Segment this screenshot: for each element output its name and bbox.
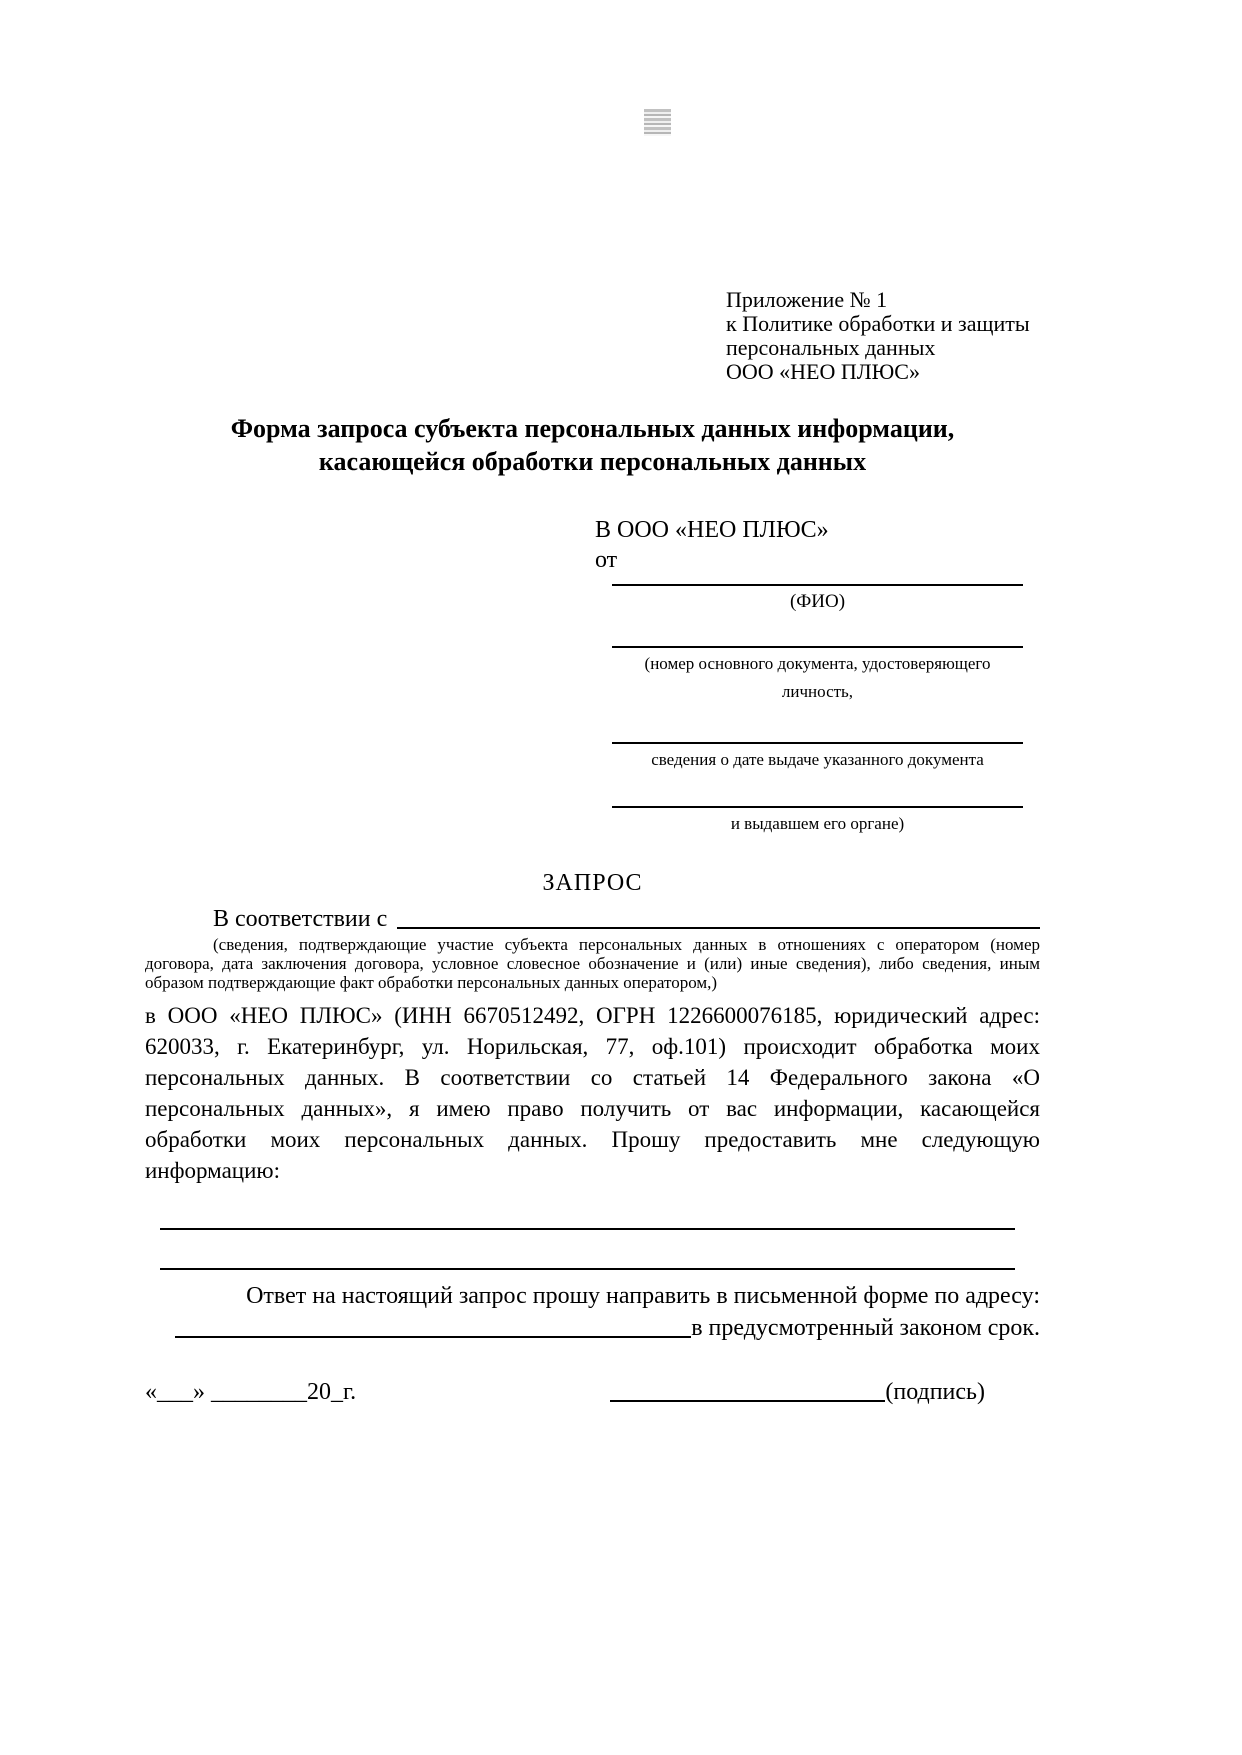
- field-fio: [612, 574, 1023, 616]
- info-blank-line-2: [160, 1268, 1015, 1270]
- field-issuing-authority: [612, 796, 1023, 838]
- document-title-line-2: касающейся обработки персональных данных: [318, 447, 867, 476]
- fio-blank-line: [612, 574, 1023, 586]
- document-number-blank-line: [612, 636, 1023, 648]
- appendix-line-1: Приложение № 1: [726, 287, 888, 312]
- field-issue-date: [612, 732, 1023, 774]
- request-intro-row: [145, 905, 1040, 933]
- intro-footnote: (сведения, подтверждающие участие субъекта персональных данных в отношениях с оператором (номер договора, дата заключения договора, условное словесное обозначение и (или) иные сведения), либо сведения, иным образом подтверждающие факт обработки персональных данных оператором,): [145, 935, 1040, 992]
- addressee-to: В ООО «НЕО ПЛЮС»: [595, 517, 829, 543]
- appendix-line-3: персональных данных: [726, 335, 936, 360]
- address-blank-line: [175, 1314, 691, 1338]
- intro-blank-line: [397, 905, 1040, 929]
- logo-image: [644, 109, 671, 136]
- document-content: [0, 288, 1242, 1406]
- document-title: [145, 412, 1040, 478]
- document-number-caption: (номер основного документа, удостоверяющего личность,: [644, 654, 991, 701]
- addressee-block: [595, 516, 1023, 838]
- appendix-block: [726, 288, 1040, 384]
- appendix-line-4: ООО «НЕО ПЛЮС»: [726, 359, 920, 384]
- field-document-number: [612, 636, 1023, 706]
- document-title-line-1: Форма запроса субъекта персональных данных информации,: [230, 414, 955, 443]
- info-blank-line-1: [160, 1228, 1015, 1230]
- issue-date-caption: сведения о дате выдаче указанного документа: [651, 750, 984, 769]
- signature-area: [610, 1378, 985, 1406]
- request-intro-prefix: В соответствии с: [213, 906, 388, 932]
- reply-address-row: [145, 1314, 1040, 1342]
- issue-date-blank-line: [612, 732, 1023, 744]
- request-heading: ЗАПРОС: [542, 870, 643, 896]
- date-placeholder: «___» ________20_г.: [145, 1379, 357, 1405]
- signature-blank-line: [610, 1400, 885, 1402]
- appendix-line-2: к Политике обработки и защиты: [726, 311, 1030, 336]
- addressee-from-label: от: [595, 547, 618, 573]
- issuing-authority-caption: и выдавшем его органе): [730, 814, 905, 833]
- fio-caption: (ФИО): [789, 591, 846, 612]
- reply-suffix: в предусмотренный законом срок.: [691, 1315, 1040, 1341]
- signature-caption: (подпись): [885, 1379, 985, 1405]
- request-body: в ООО «НЕО ПЛЮС» (ИНН 6670512492, ОГРН 1226600076185, юридический адрес: 620033, г. Екатеринбург, ул. Норильская, 77, оф.101) происходит обработка моих персональных данных. В соответствии со статьей 14 Федерального закона «О персональных данных», я имею право получить от вас информации, касающейся обработки моих персональных данных. Прошу предоставить мне следующую информацию:: [145, 1003, 1040, 1183]
- issuing-authority-blank-line: [612, 796, 1023, 808]
- reply-instruction: Ответ на настоящий запрос прошу направить в письменной форме по адресу:: [246, 1283, 1040, 1309]
- signature-row: [145, 1378, 1040, 1406]
